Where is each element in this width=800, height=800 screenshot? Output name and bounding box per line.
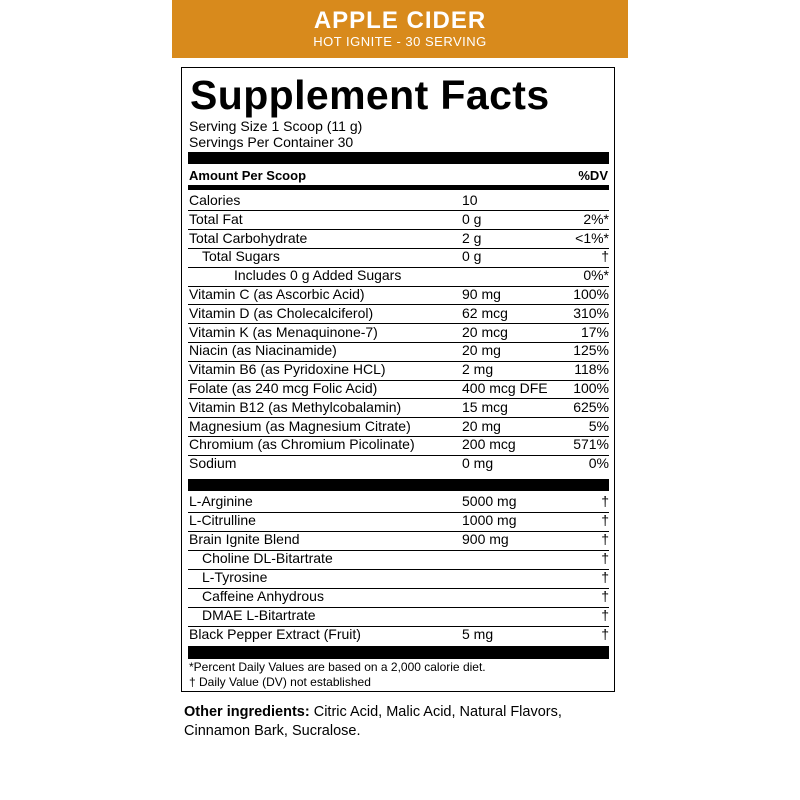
row-amount: 900 mg [462, 531, 509, 547]
product-subtitle: HOT IGNITE - 30 SERVING [313, 34, 487, 49]
row-name: Black Pepper Extract (Fruit) [189, 626, 361, 642]
row-name: Vitamin C (as Ascorbic Acid) [189, 286, 365, 302]
footnote-dagger: † Daily Value (DV) not established [189, 675, 371, 689]
row-name: L-Arginine [189, 493, 253, 509]
row-dv: 571% [573, 436, 609, 453]
row-amount: 20 mg [462, 342, 501, 359]
row-amount: 0 g [462, 210, 482, 227]
other-ingredients-label: Other ingredients: [184, 704, 310, 720]
thick-divider [188, 479, 609, 491]
row-dv: 5% [588, 417, 609, 434]
row-dv: † [601, 550, 609, 566]
row-amount: 200 mcg [462, 436, 516, 453]
row-dv: † [601, 512, 609, 528]
row-name: Choline DL-Bitartrate [202, 550, 333, 566]
thick-divider [188, 646, 609, 659]
row-name: L-Citrulline [189, 512, 256, 528]
row-amount: 20 mcg [462, 323, 508, 340]
row-name: Caffeine Anhydrous [202, 588, 324, 604]
other-ingredients-text: Citric Acid, Malic Acid, Natural Flavors, Cinnamon Bark, Sucralose. [184, 704, 562, 739]
row-amount: 5000 mg [462, 493, 517, 509]
row-dv: 2%* [583, 210, 609, 227]
row-name: Vitamin B6 (as Pyridoxine HCL) [189, 361, 386, 378]
row-name: Vitamin K (as Menaquinone-7) [189, 323, 378, 340]
row-dv: 17% [580, 323, 609, 340]
row-name: Niacin (as Niacinamide) [189, 342, 337, 359]
row-amount: 400 mcg DFE [462, 380, 548, 396]
row-dv: † [601, 569, 609, 585]
row-amount: 2 mg [462, 361, 494, 378]
row-amount: 20 mg [462, 417, 501, 434]
row-name: Chromium (as Chromium Picolinate) [189, 436, 415, 453]
row-dv: 125% [573, 342, 609, 359]
row-name: Sodium [189, 455, 237, 472]
row-name: Brain Ignite Blend [189, 531, 300, 547]
row-amount: 0 g [462, 248, 482, 265]
row-amount: 90 mg [462, 286, 501, 302]
row-name: Total Sugars [202, 248, 280, 265]
amount-per-scoop-label: Amount Per Scoop [189, 168, 307, 183]
row-dv: † [601, 493, 609, 509]
row-dv: 118% [574, 361, 609, 378]
row-dv: 0% [588, 455, 609, 472]
thick-divider [188, 152, 609, 164]
row-name: Vitamin B12 (as Methylcobalamin) [189, 398, 402, 415]
medium-divider [188, 185, 609, 190]
row-amount: 1000 mg [462, 512, 517, 528]
row-name: Calories [189, 192, 241, 208]
row-dv: † [601, 626, 609, 642]
row-dv: 310% [573, 304, 609, 321]
serving-size: Serving Size 1 Scoop (11 g) [189, 118, 363, 134]
supplement-facts-panel [181, 67, 615, 692]
row-name: Includes 0 g Added Sugars [234, 267, 402, 284]
row-dv: 100% [573, 286, 609, 302]
panel-title: Supplement Facts [190, 72, 550, 118]
row-name: Magnesium (as Magnesium Citrate) [189, 417, 411, 434]
product-banner [172, 0, 628, 58]
row-dv: 625% [573, 398, 609, 415]
row-divider [188, 210, 609, 211]
row-name: DMAE L-Bitartrate [202, 607, 316, 623]
flavor-title: APPLE CIDER [313, 7, 487, 34]
row-amount: 62 mcg [462, 304, 508, 321]
row-amount: 10 [462, 192, 478, 208]
other-ingredients [184, 703, 624, 741]
row-amount: 0 mg [462, 455, 494, 472]
footnote-percent: *Percent Daily Values are based on a 2,000 calorie diet. [189, 660, 486, 674]
row-name: L-Tyrosine [202, 569, 268, 585]
amount-header-row [189, 168, 608, 184]
row-amount: 2 g [462, 229, 482, 246]
row-name: Total Fat [189, 210, 243, 227]
row-name: Vitamin D (as Cholecalciferol) [189, 304, 374, 321]
servings-per-container: Servings Per Container 30 [189, 134, 354, 150]
row-name: Total Carbohydrate [189, 229, 308, 246]
row-dv: † [601, 248, 609, 265]
row-divider [188, 455, 609, 456]
row-dv: 0%* [583, 267, 609, 284]
row-amount: 15 mcg [462, 398, 508, 415]
row-name: Folate (as 240 mcg Folic Acid) [189, 380, 378, 396]
row-dv: † [601, 588, 609, 604]
row-dv: 100% [573, 380, 609, 396]
row-dv: † [601, 531, 609, 547]
row-dv: <1%* [575, 229, 609, 246]
dv-header: %DV [578, 168, 608, 183]
row-amount: 5 mg [462, 626, 494, 642]
row-dv: † [601, 607, 609, 623]
